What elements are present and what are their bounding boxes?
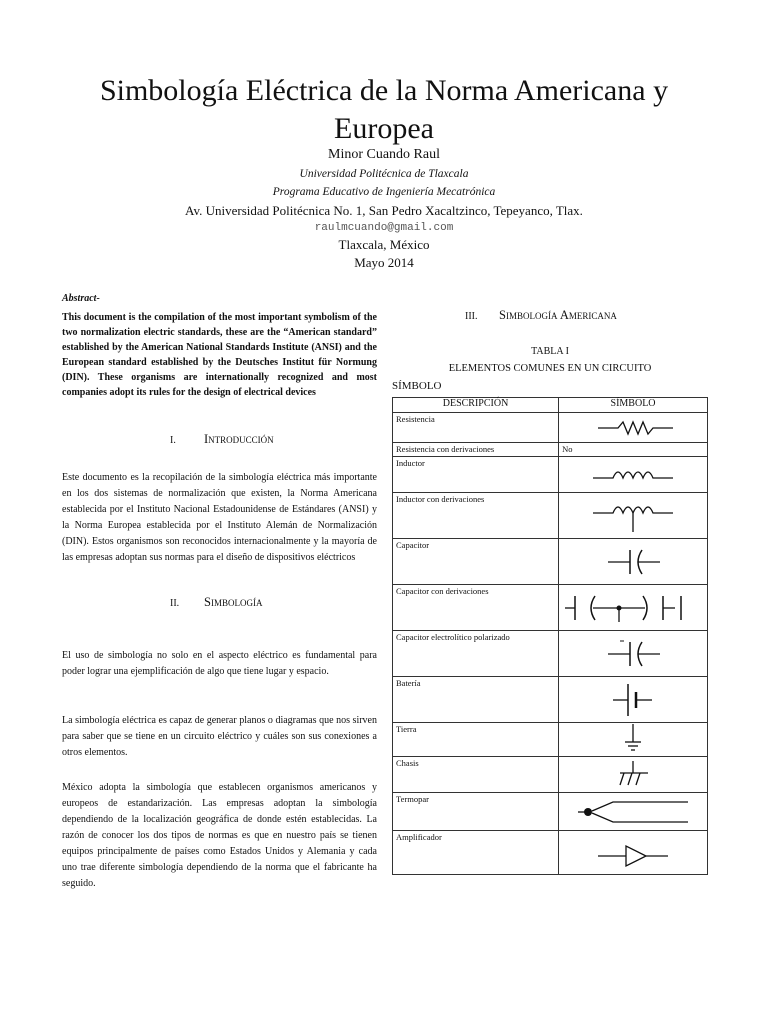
- table-cell-symbol: [559, 631, 708, 677]
- table-cell-desc: Termopar: [393, 793, 559, 831]
- section-title: Simbología: [204, 595, 263, 609]
- table-cell-symbol: No: [559, 443, 708, 457]
- ground-icon: [568, 724, 698, 756]
- electrolytic-capacitor-icon: [568, 634, 698, 674]
- resistor-icon: [568, 416, 698, 440]
- address: Av. Universidad Politécnica No. 1, San Pedro Xacaltzinco, Tepeyanco, Tlax.: [185, 203, 583, 218]
- column-header-descripcion: DESCRIPCIÓN: [393, 398, 559, 413]
- table-row: [393, 585, 708, 631]
- table-cell-symbol: [559, 585, 708, 631]
- table-cell-symbol: [559, 757, 708, 793]
- battery-icon: [568, 680, 698, 720]
- table-cell-symbol: [559, 457, 708, 493]
- section-heading-simbologia: [170, 595, 262, 610]
- table-cell-symbol: [559, 831, 708, 875]
- table-row: [393, 443, 708, 457]
- city: Tlaxcala, México: [338, 237, 430, 252]
- thermocouple-icon: [568, 796, 698, 828]
- table-row: [393, 413, 708, 443]
- table-cell-symbol: [559, 677, 708, 723]
- table-cell-symbol: [559, 539, 708, 585]
- table-row: [393, 493, 708, 539]
- abstract-text: This document is the compilation of the most important symbolism of the two normalization electric standards, these are the “American standard” established by the American National Standards Institute (ANSI) and the European standard established by the Deutsches Institut für Normung (DIN). These organisms are internationally recognized and most companies adopt its rules for the design of electrical devices: [62, 312, 377, 398]
- paragraph-simbologia-1: El uso de simbología no solo en el aspecto eléctrico es fundamental para poder lograr una ejemplificación de algo que tiene lugar y espacio.: [62, 650, 377, 677]
- abstract-label: Abstract-: [62, 293, 100, 304]
- date: Mayo 2014: [354, 255, 414, 270]
- table-cell-desc: Chasis: [393, 757, 559, 793]
- table-row: [393, 723, 708, 757]
- section-number: III.: [465, 311, 478, 322]
- email: raulmcuando@gmail.com: [314, 222, 454, 234]
- table-row: [393, 757, 708, 793]
- table-cell-desc: Capacitor: [393, 539, 559, 585]
- table-cell-desc: Inductor: [393, 457, 559, 493]
- table-cell-symbol: [559, 413, 708, 443]
- table-cell-desc: Inductor con derivaciones: [393, 493, 559, 539]
- table-row: [393, 793, 708, 831]
- table-cell-desc: Batería: [393, 677, 559, 723]
- page-title: Simbología Eléctrica de la Norma Americana y Europea: [99, 74, 669, 145]
- table-cell-desc: Capacitor electrolítico polarizado: [393, 631, 559, 677]
- inductor-icon: [568, 461, 698, 489]
- table-row: [393, 457, 708, 493]
- author: Minor Cuando Raul: [328, 147, 440, 162]
- table-row: [393, 677, 708, 723]
- elements-table: [392, 397, 708, 875]
- section-heading-intro: [170, 432, 274, 447]
- section-title: Simbología Americana: [499, 308, 617, 322]
- section-number: II.: [170, 598, 180, 609]
- paragraph-simbologia-2: La simbología eléctrica es capaz de generar planos o diagramas que nos sirven para saber que se tiene en un circuito eléctrico y cuáles son sus conexiones a otros elementos.: [62, 715, 377, 758]
- table-row: [393, 539, 708, 585]
- table-number: TABLA I: [531, 346, 569, 357]
- table-caption: ELEMENTOS COMUNES EN UN CIRCUITO: [448, 363, 652, 374]
- table-cell-symbol: [559, 493, 708, 539]
- simbolo-label: SÍMBOLO: [392, 380, 442, 392]
- paragraph-intro: Este documento es la recopilación de la simbología eléctrica más importante en los dos sistemas de normalización que existen, la Norma Americana establecida por el Instituto Nacional Estadounidense de Estándares (ANSI) y la Norma Europea establecida por el Instituto Alemán de Normalización (DIN). Estos organismos son reconocidos internacionalmente y la mayoría de las empresas adoptan sus normas para el diseño de dispositivos eléctricos: [62, 472, 377, 563]
- table-cell-desc: Tierra: [393, 723, 559, 757]
- table-row: [393, 831, 708, 875]
- university: Universidad Politécnica de Tlaxcala: [299, 168, 469, 180]
- capacitor-icon: [568, 542, 698, 582]
- amplifier-icon: [568, 836, 698, 870]
- tapped-inductor-icon: [568, 496, 698, 536]
- section-number: I.: [170, 435, 176, 446]
- section-title: Introducción: [204, 432, 274, 446]
- table-cell-desc: Resistencia: [393, 413, 559, 443]
- chassis-icon: [568, 759, 698, 791]
- program: Programa Educativo de Ingeniería Mecatrónica: [272, 186, 496, 198]
- section-heading-americana: [465, 308, 617, 323]
- table-cell-desc: Resistencia con derivaciones: [393, 443, 559, 457]
- table-cell-symbol: [559, 723, 708, 757]
- column-header-simbolo: SÍMBOLO: [559, 398, 708, 413]
- table-cell-desc: Capacitor con derivaciones: [393, 585, 559, 631]
- tapped-capacitor-icon: [563, 588, 703, 628]
- table-cell-symbol: [559, 793, 708, 831]
- table-cell-desc: Amplificador: [393, 831, 559, 875]
- table-row: [393, 631, 708, 677]
- paragraph-simbologia-3: México adopta la simbología que establecen organismos americanos y europeos de estandarización. Las empresas adoptan la simbología dependiendo de la localización geográfica de donde estén establecidas. La razón de conocer los dos tipos de normas es que en nuestro país se tienen equipos principalmente de países como Estados Unidos y Alemania y cada uno trae diferente simbología dependiendo de la norma que el fabricante ha seguido.: [62, 782, 377, 889]
- table-header-row: [393, 398, 708, 413]
